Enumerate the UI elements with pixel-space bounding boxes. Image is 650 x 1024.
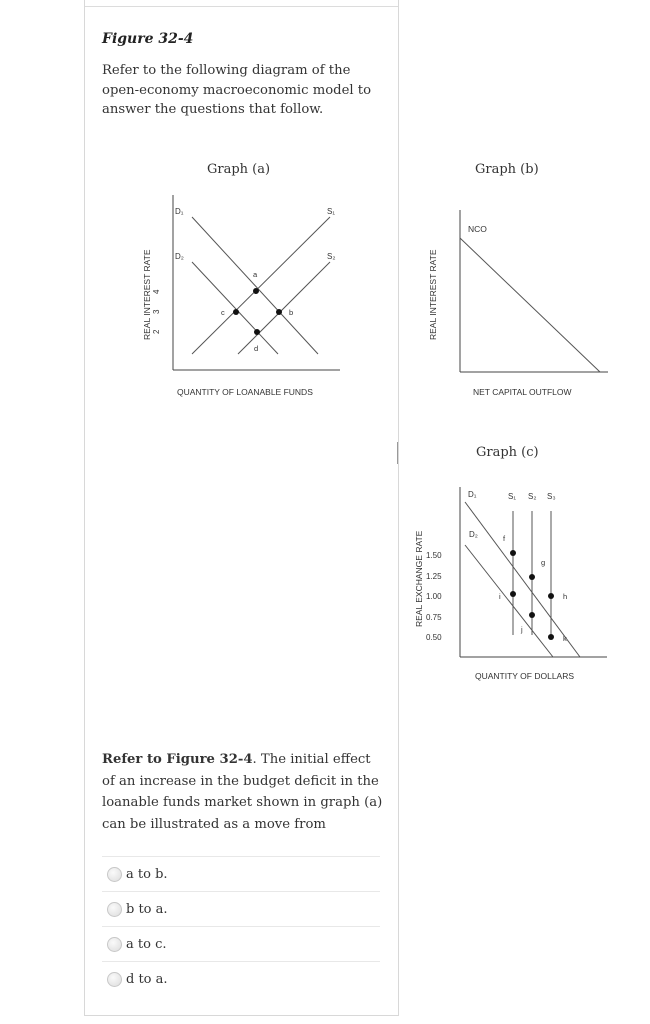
answer-option-label: a to b. (126, 866, 168, 882)
graph-a-label-b: b (289, 308, 294, 317)
graph-c-label-s1: S₁ (508, 492, 517, 501)
graph-c-label-i: i (499, 592, 501, 601)
graph-a-tick-2: 2 (152, 329, 161, 334)
answer-option-a-to-b[interactable] (102, 856, 380, 891)
graph-c-label-d2: D₂ (469, 530, 478, 539)
graph-c-tick-1-25: 1.25 (426, 572, 442, 581)
graph-c (405, 475, 630, 690)
graph-b-nco-label: NCO (468, 224, 487, 234)
graph-c-label-d1: D₁ (468, 490, 477, 499)
graph-c-point-g (529, 574, 535, 580)
graph-c-label-j: j (521, 625, 523, 634)
graph-c-tick-1-00: 1.00 (426, 592, 442, 601)
graph-c-point-i (510, 591, 516, 597)
graph-c-point-j (529, 612, 535, 618)
graph-a-point-a (253, 288, 259, 294)
answer-option-label: d to a. (126, 971, 168, 987)
answer-options (102, 856, 380, 996)
graph-a (130, 190, 360, 405)
radio-circle-icon[interactable] (107, 937, 122, 952)
graph-b-title: Graph (b) (475, 162, 539, 177)
graph-c-title: Graph (c) (476, 445, 539, 460)
graph-a-label-d1: D₁ (175, 207, 184, 216)
graph-c-xlabel: QUANTITY OF DOLLARS (475, 671, 575, 681)
graph-a-demand-d2 (192, 262, 278, 354)
radio-circle-icon[interactable] (107, 867, 122, 882)
graph-c-tick-1-50: 1.50 (426, 551, 442, 560)
figure-intro: Refer to the following diagram of the open-economy macroeconomic model to answer the questions that follow. (102, 63, 372, 117)
graph-a-point-d (254, 329, 260, 335)
graph-a-point-c (233, 309, 239, 315)
graph-a-supply-s2 (238, 262, 330, 354)
graph-a-point-b (276, 309, 282, 315)
question-body: . The initial effect of an increase in the budget deficit in the loanable funds market shown in graph (a) can be illustrated as a move from (102, 752, 383, 832)
question-text (102, 749, 387, 835)
graph-a-label-a: a (253, 270, 258, 279)
graph-b (420, 190, 630, 405)
figure-title: Figure 32-4 (102, 31, 194, 47)
graph-c-tick-0-75: 0.75 (426, 613, 442, 622)
graph-c-tick-0-50: 0.50 (426, 633, 442, 642)
answer-option-b-to-a[interactable] (102, 891, 380, 926)
radio-circle-icon[interactable] (107, 902, 122, 917)
divider-line (397, 442, 398, 464)
graph-a-title: Graph (a) (207, 162, 271, 177)
answer-option-a-to-c[interactable] (102, 926, 380, 961)
radio-circle-icon[interactable] (107, 972, 122, 987)
graph-c-point-h (548, 593, 554, 599)
graph-b-ylabel: REAL INTEREST RATE (428, 249, 438, 340)
graph-a-label-c: c (221, 308, 225, 317)
graph-a-label-d2: D₂ (175, 252, 184, 261)
answer-option-d-to-a[interactable] (102, 961, 380, 996)
graph-a-tick-3: 3 (152, 309, 161, 314)
graph-a-tick-4: 4 (152, 289, 161, 294)
graph-c-label-f: f (503, 534, 506, 543)
graph-b-xlabel: NET CAPITAL OUTFLOW (473, 387, 572, 397)
graph-a-ylabel: REAL INTEREST RATE (142, 249, 152, 340)
graph-c-label-s2: S₂ (528, 492, 537, 501)
graph-a-label-s1: S₁ (327, 207, 336, 216)
graph-c-label-k: k (563, 634, 567, 643)
graph-a-label-d: d (254, 344, 259, 353)
answer-option-label: a to c. (126, 936, 167, 952)
graph-b-nco-curve (460, 238, 600, 372)
question-figure-ref: Refer to Figure 32-4 (102, 752, 253, 767)
graph-c-label-s3: S₃ (547, 492, 556, 501)
graph-a-label-s2: S₂ (327, 252, 336, 261)
graph-c-ylabel: REAL EXCHANGE RATE (414, 530, 424, 627)
graph-a-supply-s1 (192, 217, 330, 354)
graph-c-point-f (510, 550, 516, 556)
answer-option-label: b to a. (126, 901, 168, 917)
graph-c-label-g: g (541, 558, 546, 567)
graph-a-xlabel: QUANTITY OF LOANABLE FUNDS (177, 387, 313, 397)
graph-c-label-h: h (563, 592, 568, 601)
graph-c-point-k (548, 634, 554, 640)
